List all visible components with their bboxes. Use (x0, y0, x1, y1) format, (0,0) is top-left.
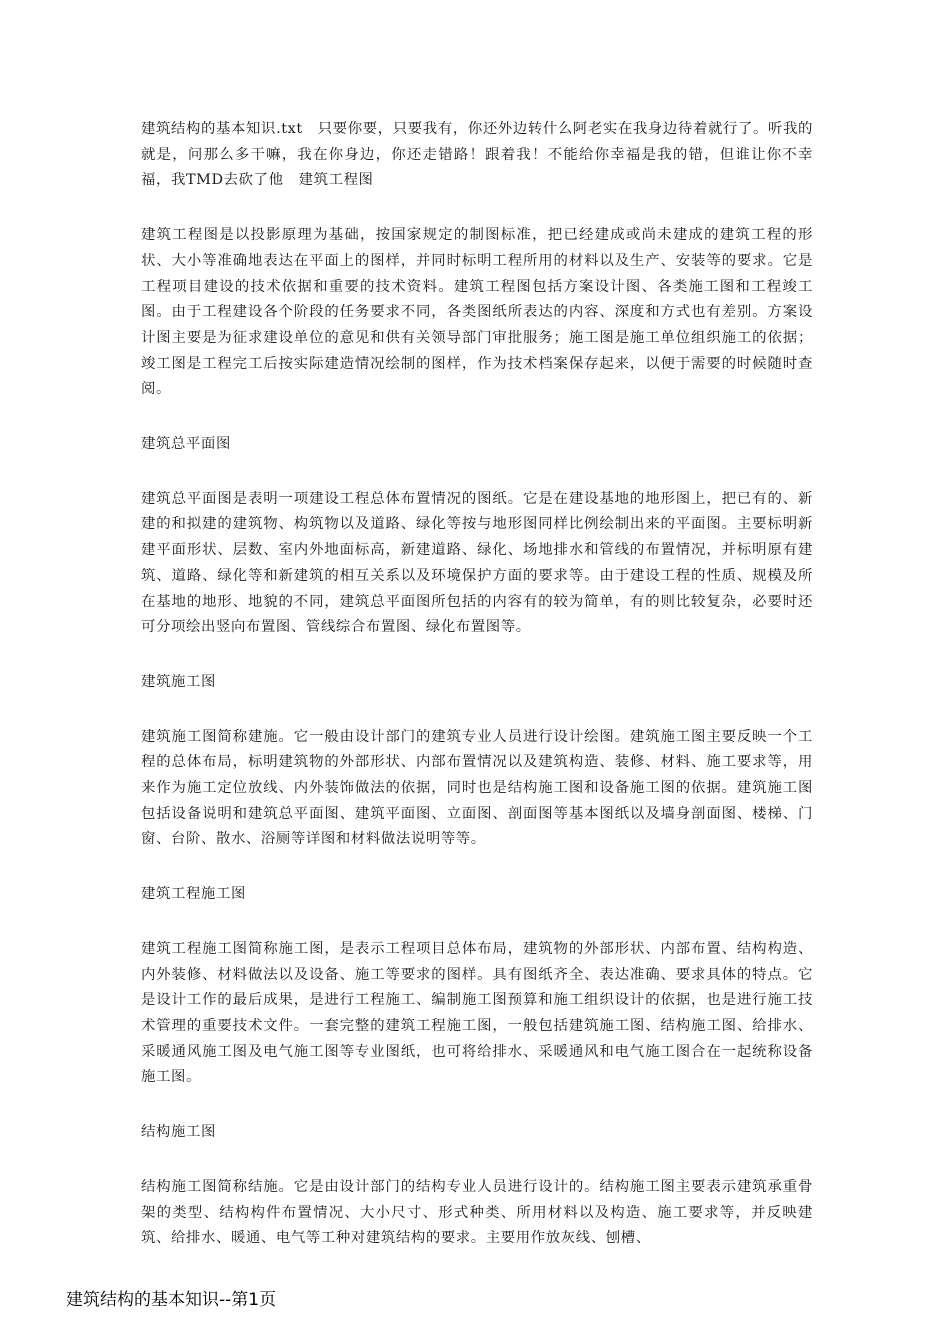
paragraph-building-drawings: 建筑工程图是以投影原理为基础，按国家规定的制图标准，把已经建成或尚未建成的建筑工程的形状、大小等准确地表达在平面上的图样，并同时标明工程所用的材料以及生产、安装等的要求。它是工程项目建设的技术依据和重要的技术资料。建筑工程图包括方案设计图、各类施工图和工程竣工图。由于工程建设各个阶段的任务要求不同，各类图纸所表达的内容、深度和方式也有差别。方案设计图主要是为征求建设单位的意见和供有关领导部门审批服务；施工图是施工单位组织施工的依据；竣工图是工程完工后按实际建造情况绘制的图样，作为技术档案保存起来，以便于需要的时候随时查阅。 (141, 227, 813, 398)
page-footer: 建筑结构的基本知识--第1页 (66, 1290, 277, 1310)
heading-site-plan: 建筑总平面图 (141, 436, 231, 453)
heading-architectural-drawings: 建筑施工图 (141, 673, 216, 690)
paragraph-structural-drawings: 结构施工图简称结施。它是由设计部门的结构专业人员进行设计的。结构施工图主要表示建筑承重骨架的类型、结构构件布置情况、大小尺寸、形式种类、所用材料以及构造、施工要求等，并反映建筑、给排水、暖通、电气等工种对建筑结构的要求。主要用作放灰线、刨槽、 (141, 1178, 813, 1247)
heading-structural-drawings: 结构施工图 (141, 1124, 216, 1141)
paragraph-site-plan: 建筑总平面图是表明一项建设工程总体布置情况的图纸。它是在建设基地的地形图上，把已有的、新建的和拟建的建筑物、构筑物以及道路、绿化等按与地形图同样比例绘制出来的平面图。主要标明新建平面形状、层数、室内外地面标高，新建道路、绿化、场地排水和管线的布置情况，并标明原有建筑、道路、绿化等和新建筑的相互关系以及环境保护方面的要求等。由于建设工程的性质、规模及所在基地的地形、地貌的不同，建筑总平面图所包括的内容有的较为简单，有的则比较复杂，必要时还可分项绘出竖向布置图、管线综合布置图、绿化布置图等。 (141, 490, 813, 636)
document-content (141, 117, 813, 1281)
intro-paragraph: 建筑结构的基本知识.txt 只要你要，只要我有，你还外边转什么阿老实在我身边待着就行了。听我的就是，问那么多干嘛，我在你身边，你还走错路！跟着我！不能给你幸福是我的错，但谁让你不幸福，我TMD去砍了他 建筑工程图 (141, 121, 813, 189)
heading-construction-drawings: 建筑工程施工图 (141, 886, 246, 903)
paragraph-architectural-drawings: 建筑施工图简称建施。它一般由设计部门的建筑专业人员进行设计绘图。建筑施工图主要反映一个工程的总体布局，标明建筑物的外部形状、内部布置情况以及建筑构造、装修、材料、施工要求等，用来作为施工定位放线、内外装饰做法的依据，同时也是结构施工图和设备施工图的依据。建筑施工图包括设备说明和建筑总平面图、建筑平面图、立面图、剖面图等基本图纸以及墙身剖面图、楼梯、门窗、台阶、散水、浴厕等详图和材料做法说明等等。 (141, 728, 813, 848)
paragraph-construction-drawings: 建筑工程施工图简称施工图，是表示工程项目总体布局，建筑物的外部形状、内部布置、结构构造、内外装修、材料做法以及设备、施工等要求的图样。具有图纸齐全、表达准确、要求具体的特点。它是设计工作的最后成果，是进行工程施工、编制施工图预算和施工组织设计的依据，也是进行施工技术管理的重要技术文件。一套完整的建筑工程施工图，一般包括建筑施工图、结构施工图、给排水、采暖通风施工图及电气施工图等专业图纸，也可将给排水、采暖通风和电气施工图合在一起统称设备施工图。 (141, 940, 813, 1086)
